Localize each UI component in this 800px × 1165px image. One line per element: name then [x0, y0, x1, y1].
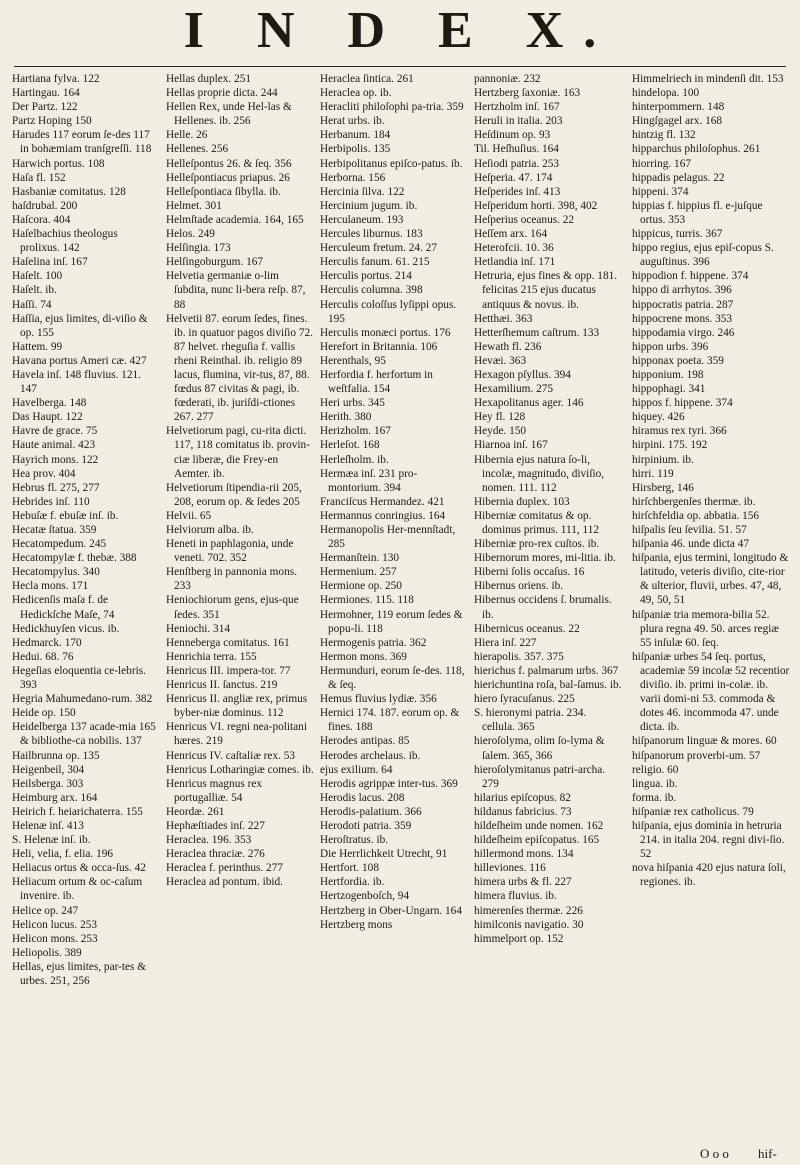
index-entry: Helſingoburgum. 167	[166, 256, 264, 269]
index-entry: Hertzberg in Ober-Ungarn. 164	[320, 904, 462, 917]
index-entry: Henricus II. ſanctus. 219	[166, 679, 278, 692]
index-entry: hirpini. 175. 192	[632, 439, 708, 452]
index-entry: hintzig fl. 132	[632, 129, 696, 142]
index-entry: Hermiones. 115. 118	[320, 594, 414, 607]
index-entry: Hibernia ejus natura ſo-li, incolæ, magnitudo, diviſio, nomen. 111. 112	[474, 453, 607, 494]
index-entry: Hercinium jugum. ib.	[320, 199, 418, 212]
index-entry: hiero ſyracuſanus. 225	[474, 693, 575, 706]
index-entry: Heneti in paphlagonia, unde veneti. 702. 352	[166, 538, 297, 565]
index-entry: Hartingau. 164	[12, 87, 80, 100]
index-entry: Heraclea op. ib.	[320, 87, 392, 100]
index-entry: Hermanſtein. 130	[320, 552, 400, 565]
index-entry: Hermon mons. 369	[320, 650, 407, 663]
index-entry: Heliacus ortus & occa-ſus. 42	[12, 862, 146, 875]
index-entry: Henricus III. impera-tor. 77	[166, 664, 291, 677]
index-entry: Haſelt. ib.	[12, 284, 57, 297]
index-entry: Herodoti patria. 359	[320, 819, 412, 832]
index-entry: Hemus fluvius lydiæ. 356	[320, 693, 437, 706]
index-entry: hindelopa. 100	[632, 87, 700, 100]
index-entry: Havana portus Ameri cæ. 427	[12, 354, 147, 367]
index-entry: Henrichia terra. 155	[166, 650, 257, 663]
signature-mark: O o o	[700, 1146, 729, 1161]
index-entry: Heruli in italia. 203	[474, 115, 563, 128]
index-entry: hipparchus philoſophus. 261	[632, 143, 761, 156]
index-entry: Herculis portus. 214	[320, 270, 412, 283]
index-entry: Heracliti philoſophi pa-tria. 359	[320, 101, 464, 114]
index-column-3	[320, 72, 468, 932]
index-entry: Hephæſtiades inſ. 227	[166, 819, 265, 832]
index-entry: Heirich f. heiarichaterra. 155	[12, 805, 143, 818]
index-entry: hippocratis patria. 287	[632, 298, 734, 311]
index-entry: hippias f. hippius fl. e-juſque ortus. 353	[632, 199, 766, 226]
index-entry: hiquey. 426	[632, 411, 685, 424]
index-entry: Havre de grace. 75	[12, 425, 98, 438]
index-entry: Hexamilium. 275	[474, 383, 554, 396]
index-entry: hieroſolymitanus patri-archa. 279	[474, 763, 608, 790]
index-column-4	[474, 72, 622, 946]
index-entry: Hermanopolis Her-mennſtadt, 285	[320, 524, 459, 551]
index-entry: Helviorum alba. ib.	[166, 524, 254, 536]
index-entry: Haſſi. 74	[12, 298, 52, 311]
index-entry: Hernici 174. 187. eorum op. & fines. 188	[320, 707, 463, 734]
index-entry: Hertzberg mons	[320, 918, 393, 931]
catchword: hif-	[758, 1146, 777, 1161]
index-entry: Heraclea ſintica. 261	[320, 73, 414, 85]
index-entry: Heraclea thraciæ. 276	[166, 848, 265, 861]
index-entry: Haſſia, ejus limites, di-viſio & op. 155	[12, 312, 151, 339]
index-entry: hiſpanorum linguæ & mores. 60	[632, 735, 777, 748]
index-entry: hieroſolyma, olim ſo-lyma & ſalem. 365, 366	[474, 735, 608, 762]
index-entry: Die Herrlichkeit Utrecht, 91	[320, 848, 448, 861]
index-column-2	[166, 72, 314, 889]
index-entry: Hea prov. 404	[12, 467, 76, 480]
index-entry: Hattem. 99	[12, 340, 63, 353]
index-entry: Helvii. 65	[166, 509, 212, 522]
index-entry: hilarius epiſcopus. 82	[474, 791, 571, 804]
index-entry: Herculaneum. 193	[320, 213, 404, 226]
index-entry: Hiberniæ pro-rex cuſtos. ib.	[474, 538, 600, 551]
index-entry: hildanus fabricius. 73	[474, 805, 572, 818]
index-entry: Heroſtratus. ib.	[320, 834, 389, 847]
index-entry: Herodis agrippæ inter-tus. 369	[320, 777, 458, 790]
index-entry: Haſelt. 100	[12, 270, 63, 283]
index-entry: himera fluvius. ib.	[474, 890, 557, 903]
index-entry: Herculis columna. 398	[320, 284, 423, 297]
index-entry: Herizholm. 167	[320, 425, 391, 438]
index-entry: Henricus magnus rex portugalliæ. 54	[166, 777, 265, 804]
index-entry: Hecla mons. 171	[12, 580, 89, 593]
index-entry: Heſiodi patria. 253	[474, 157, 560, 170]
index-entry: Himmelriech in mindenſi dit. 153	[632, 73, 784, 85]
index-entry: Hetthæi. 363	[474, 312, 533, 325]
index-entry: hiſpalis ſeu ſevilia. 51. 57	[632, 524, 747, 536]
index-entry: hippo di arrhytos. 396	[632, 284, 732, 297]
index-entry: ejus exilium. 64	[320, 763, 393, 776]
index-entry: Helleſpontus 26. & ſeq. 356	[166, 157, 292, 170]
index-entry: Hibernia duplex. 103	[474, 495, 570, 508]
index-entry: Helicon lucus. 253	[12, 918, 98, 931]
index-entry: Herculis coloſſus lyſippi opus. 195	[320, 298, 460, 325]
index-entry: hippeni. 374	[632, 185, 689, 198]
index-entry: Franciſcus Hermandez. 421	[320, 495, 445, 508]
index-entry: Heliacum ortum & oc-caſum invenire. ib.	[12, 876, 146, 903]
index-entry: hildeſheim epiſcopatus. 165	[474, 834, 600, 847]
index-entry: hirpinium. ib.	[632, 453, 694, 466]
index-entry: Hetlandia inſ. 171	[474, 256, 556, 269]
index-entry: Herleſholm. ib.	[320, 453, 389, 466]
header-rule	[14, 66, 786, 67]
index-entry: Hecatompedum. 245	[12, 538, 107, 551]
index-entry: Hiera inſ. 227	[474, 636, 537, 649]
index-entry: Hertzberg ſaxoniæ. 163	[474, 87, 581, 100]
index-entry: hipponium. 198	[632, 368, 704, 381]
index-entry: Helmſtade academia. 164, 165	[166, 213, 304, 226]
index-entry: hinterpommern. 148	[632, 101, 725, 114]
index-entry: Heli, velia, f. elia. 196	[12, 848, 114, 861]
index-entry: Herleſot. 168	[320, 439, 380, 452]
index-entry: Haſelina inſ. 167	[12, 256, 88, 269]
index-entry: S. Helenæ inſ. ib.	[12, 834, 91, 847]
page-header: I N D E X.	[183, 2, 617, 59]
index-entry: Herbanum. 184	[320, 129, 391, 142]
index-entry: hierapolis. 357. 375	[474, 650, 564, 663]
index-entry: Hexapolitanus ager. 146	[474, 397, 584, 410]
index-entry: hirſchbergenſes thermæ. ib.	[632, 495, 756, 508]
index-entry: hippodion f. hippene. 374	[632, 270, 749, 283]
index-entry: Hercules liburnus. 183	[320, 228, 423, 241]
index-entry: Heſperius oceanus. 22	[474, 213, 575, 226]
index-entry: Heyde. 150	[474, 425, 527, 438]
index-entry: Hiarnoa inſ. 167	[474, 439, 548, 452]
index-entry: Til. Heſhuſius. 164	[474, 143, 559, 156]
index-entry: Hasbaniæ comitatus. 128	[12, 185, 126, 198]
index-entry: Hermenium. 257	[320, 566, 397, 579]
index-entry: hiſpania 46. unde dicta 47	[632, 538, 750, 551]
index-entry: Hailbrunna op. 135	[12, 749, 100, 762]
index-entry: Hexagon pſyllus. 394	[474, 368, 571, 381]
index-entry: Haſcora. 404	[12, 213, 71, 226]
index-entry: hirſchfeldia op. abbatia. 156	[632, 509, 760, 522]
index-entry: Heide op. 150	[12, 707, 76, 720]
index-entry: Hedickhuyſen vicus. ib.	[12, 622, 120, 635]
index-entry: Herculis fanum. 61. 215	[320, 256, 430, 269]
index-entry: Herith. 380	[320, 411, 372, 424]
index-entry: Hellas duplex. 251	[166, 73, 252, 85]
index-entry: Helos. 249	[166, 228, 215, 241]
index-entry: religio. 60	[632, 763, 679, 776]
index-entry: Helice op. 247	[12, 904, 79, 917]
index-column-5	[632, 72, 793, 889]
index-entry: Hermogenis patria. 362	[320, 636, 427, 649]
index-entry: Hermæa inſ. 231 pro-montorium. 394	[320, 467, 418, 494]
index-entry: Haſelbachius theologus prolixus. 142	[12, 228, 121, 255]
index-entry: nova hiſpania 420 ejus natura ſoli, regiones. ib.	[632, 862, 789, 889]
index-entry: hippon urbs. 396	[632, 340, 709, 353]
index-entry: hippos f. hippene. 374	[632, 397, 733, 410]
index-entry: hiſpaniæ tria memora-bilia 52. plura regna 49. 50. arces regiæ 55 inſulæ 60. ſeq.	[632, 608, 782, 649]
index-entry: Hecatompylus. 340	[12, 566, 100, 579]
index-entry: himilconis navigatio. 30	[474, 918, 584, 931]
index-entry: hiſpaniæ urbes 54 ſeq. portus, academiæ 59 incolæ 52 recentior diviſio. ib. primi in-colæ. ib. varii domi-ni 53. commoda & dotes 46. incommoda 47. unde dicta. ib.	[632, 650, 793, 734]
index-entry: Hegeſias eloquentia ce-lebris. 393	[12, 664, 149, 692]
index-entry: Herodis-palatium. 366	[320, 805, 422, 818]
index-entry: haſdrubal. 200	[12, 199, 78, 212]
index-entry: hiſpaniæ rex catholicus. 79	[632, 805, 754, 818]
index-entry: Hibernus occidens ſ. brumalis. ib.	[474, 594, 615, 621]
index-entry: Heſperia. 47. 174	[474, 171, 553, 184]
index-entry: Hertzogenboſch, 94	[320, 890, 410, 903]
index-entry: hillermond mons. 134	[474, 848, 574, 861]
index-entry: Hibernus oriens. ib.	[474, 580, 564, 593]
index-entry: Helvetii 87. eorum ſedes, fines. ib. in quatuor pagos diviſio 72. 87 helvet. rheguſia f. vallis rheni Reinthal. ib. religio 89 lacus, flumina, vir-tus, 87, 88. fœdus 87 civitas & pagi, ib. fœderati, ib. juriſdi-ctiones 267. 277	[166, 312, 316, 424]
index-entry: Hevæi. 363	[474, 354, 527, 367]
index-entry: Helenæ inſ. 413	[12, 819, 84, 832]
index-entry: Partz Hoping 150	[12, 115, 92, 128]
index-entry: Hertfort. 108	[320, 862, 379, 875]
index-entry: Hedicenſis maſa f. de Hedickſche Maſe, 74	[12, 594, 115, 621]
index-entry: Heterofcii. 10. 36	[474, 242, 554, 255]
index-entry: Henricus II. angliæ rex, primus byber-niæ dominus. 112	[166, 693, 311, 720]
index-entry: hierichuntina roſa, bal-ſamus. ib.	[474, 679, 622, 692]
index-entry: Hiberniæ comitatus & op. dominus primus. 111, 112	[474, 509, 600, 536]
index-entry: hiorring. 167	[632, 157, 691, 170]
index-entry: Hermunduri, eorum ſe-des. 118, & ſeq.	[320, 664, 468, 692]
index-entry: Helmet. 301	[166, 199, 222, 212]
index-entry: Hedmarck. 170	[12, 636, 82, 649]
index-entry: Hebrus fl. 275, 277	[12, 481, 100, 494]
index-entry: hipponax poeta. 359	[632, 354, 724, 367]
index-entry: Hecatæ ſtatua. 359	[12, 524, 97, 536]
index-entry: Helicon mons. 253	[12, 932, 98, 945]
index-entry: Heri urbs. 345	[320, 397, 385, 410]
index-entry: Herfordia f. herfortum in weſtfalia. 154	[320, 368, 436, 396]
index-entry: Henricus Lotharingiæ comes. ib.	[166, 763, 314, 776]
index-entry: Havela inſ. 148 fluvius. 121. 147	[12, 368, 144, 396]
index-entry: hippicus, turris. 367	[632, 228, 723, 241]
index-entry: Hibernicus oceanus. 22	[474, 622, 580, 635]
index-entry: Herefort in Britannia. 106	[320, 340, 438, 353]
index-entry: Hercinia ſilva. 122	[320, 185, 405, 198]
index-entry: hiſpanorum proverbi-um. 57	[632, 749, 761, 762]
index-entry: hiſpania, ejus dominia in hetruria 214. in italia 204. regni divi-ſio. 52	[632, 819, 788, 861]
index-entry: Hellas, ejus limites, par-tes & urbes. 251, 256	[12, 960, 149, 987]
index-entry: Henſtberg in pannonia mons. 233	[166, 566, 300, 593]
index-entry: Havelberga. 148	[12, 397, 87, 410]
index-entry: Heilsberga. 303	[12, 777, 84, 790]
index-entry: Haſa fl. 152	[12, 171, 66, 184]
index-entry: Heſſem arx. 164	[474, 228, 548, 241]
index-entry: Hertzholm inſ. 167	[474, 101, 560, 114]
index-entry: Herculeum fretum. 24. 27	[320, 242, 438, 255]
index-entry: hilleviones. 116	[474, 862, 546, 875]
index-entry: Hedui. 68. 76	[12, 650, 74, 663]
index-entry: Heſperides inſ. 413	[474, 185, 561, 198]
index-entry: hippophagi. 341	[632, 383, 706, 396]
index-entry: hippadis pelagus. 22	[632, 171, 725, 184]
index-entry: hierichus f. palmarum urbs. 367	[474, 664, 619, 677]
index-entry: hippocrene mons. 353	[632, 312, 733, 325]
index-entry: Helle. 26	[166, 129, 208, 142]
index-entry: Hermohner, 119 eorum ſedes & popu-li. 118	[320, 608, 466, 635]
index-entry: Hellen Rex, unde Hel-las & Hellenes. ib. 256	[166, 101, 295, 128]
index-entry: Herodes antipas. 85	[320, 735, 410, 748]
index-entry: pannoniæ. 232	[474, 73, 541, 85]
index-entry: Hegria Mahumedano-rum. 382	[12, 693, 153, 706]
index-entry: Hetruria, ejus fines & opp. 181. felicitas 215 ejus ducatus antiquus & novus. ib.	[474, 270, 620, 311]
index-entry: Helvetiorum ſtipendia-rii 205, 208, eorum op. & ſedes 205	[166, 481, 305, 508]
index-entry: hiramus rex tyri. 366	[632, 425, 727, 438]
index-entry: Hebrides inſ. 110	[12, 495, 90, 508]
index-entry: hiſpania, ejus termini, longitudo & latitudo, veteris diviſio, cite-rior & ulterior, fluvii, urbes. 47, 48, 49, 50, 51	[632, 552, 792, 607]
index-entry: Hibernorum mores, mi-litia. ib.	[474, 552, 616, 565]
index-entry: Heidelberga 137 acade-mia 165 & bibliothe-ca nobilis. 137	[12, 721, 159, 748]
index-entry: Heordæ. 261	[166, 805, 225, 818]
index-entry: Heigenbeil, 304	[12, 763, 85, 776]
index-entry: Haute animal. 423	[12, 439, 96, 452]
index-entry: himmelport op. 152	[474, 932, 564, 945]
index-entry: Herodes archelaus. ib.	[320, 749, 421, 762]
index-entry: S. hieronymi patria. 234. cellula. 365	[474, 707, 590, 734]
index-entry: hippodamia virgo. 246	[632, 326, 735, 339]
index-entry: hildeſheim unde nomen. 162	[474, 819, 604, 832]
index-entry: Herat urbs. ib.	[320, 115, 385, 128]
index-entry: Hingſgagel arx. 168	[632, 115, 723, 128]
index-entry: Herodis lacus. 208	[320, 791, 405, 804]
index-entry: Harwich portus. 108	[12, 157, 105, 170]
index-entry: himerenſes thermæ. 226	[474, 904, 583, 917]
index-entry: Hebuſæ f. ebuſæ inſ. ib.	[12, 509, 119, 522]
index-entry: Heraclea ad pontum. ibid.	[166, 876, 284, 889]
index-entry: lingua. ib.	[632, 777, 678, 790]
index-entry: Hirsberg, 146	[632, 481, 694, 494]
index-entry: Herborna. 156	[320, 171, 386, 184]
index-entry: Hermione op. 250	[320, 580, 402, 593]
index-entry: hirri. 119	[632, 467, 674, 480]
index-entry: Der Partz. 122	[12, 101, 78, 114]
index-entry: Herbipolis. 135	[320, 143, 391, 156]
index-entry: Hetterſhemum caſtrum. 133	[474, 326, 600, 339]
index-entry: Heraclea. 196. 353	[166, 834, 252, 847]
index-entry: Helvetia germaniæ o-lim ſubdita, nunc li-bera reſp. 87, 88	[166, 270, 309, 311]
index-entry: Hiberni ſolis occaſus. 16	[474, 566, 585, 579]
index-entry: Henneberga comitatus. 161	[166, 636, 290, 649]
index-entry: Hartiana fylva. 122	[12, 73, 100, 85]
index-entry: Hewath fl. 236	[474, 340, 542, 353]
index-entry: Herenthals, 95	[320, 354, 386, 367]
index-entry: Hermannus conringius. 164	[320, 509, 446, 522]
index-entry: Heſperidum horti. 398, 402	[474, 199, 598, 212]
index-entry: Herbipolitanus epiſco-patus. ib.	[320, 157, 463, 170]
index-entry: Harudes 117 eorum ſe-des 117 in bohæmiam tranſgreſſi. 118	[12, 129, 153, 156]
index-entry: Henricus VI. regni nea-politani hæres. 219	[166, 721, 310, 748]
index-entry: Helvetiorum pagi, cu-rita dicti. 117, 118 comitatus ib. provin-ciæ liberæ, die Frey-en Aemter. ib.	[166, 425, 310, 480]
index-entry: Heimburg arx. 164	[12, 791, 98, 804]
index-entry: hippo regius, ejus epiſ-copus S. auguſtinus. 396	[632, 242, 777, 269]
index-entry: forma. ib.	[632, 791, 677, 804]
index-entry: Helleſpontiaca ſibylla. ib.	[166, 185, 281, 198]
index-entry: Helleſpontiacus priapus. 26	[166, 171, 290, 184]
index-entry: Hellas proprie dicta. 244	[166, 87, 278, 100]
index-entry: Heraclea f. perinthus. 277	[166, 862, 284, 875]
index-column-1	[12, 72, 160, 988]
index-entry: Hey fl. 128	[474, 411, 526, 424]
index-entry: Das Haupt. 122	[12, 411, 83, 424]
index-entry: Helſingia. 173	[166, 242, 231, 255]
index-entry: Hecatompylæ f. thebæ. 388	[12, 552, 137, 565]
index-entry: Heniochiorum gens, ejus-que ſedes. 351	[166, 594, 302, 621]
index-entry: Herculis monæci portus. 176	[320, 326, 451, 339]
index-entry: Heniochi. 314	[166, 622, 231, 635]
index-entry: Heſdinum op. 93	[474, 129, 551, 142]
index-entry: himera urbs & fl. 227	[474, 876, 572, 889]
index-entry: Hellenes. 256	[166, 143, 229, 156]
index-entry: Henricus IV. caſtaliæ rex. 53	[166, 749, 296, 762]
index-entry: Hayrich mons. 122	[12, 453, 99, 466]
index-entry: Heliopolis. 389	[12, 946, 82, 959]
index-entry: Hertfordia. ib.	[320, 876, 385, 889]
